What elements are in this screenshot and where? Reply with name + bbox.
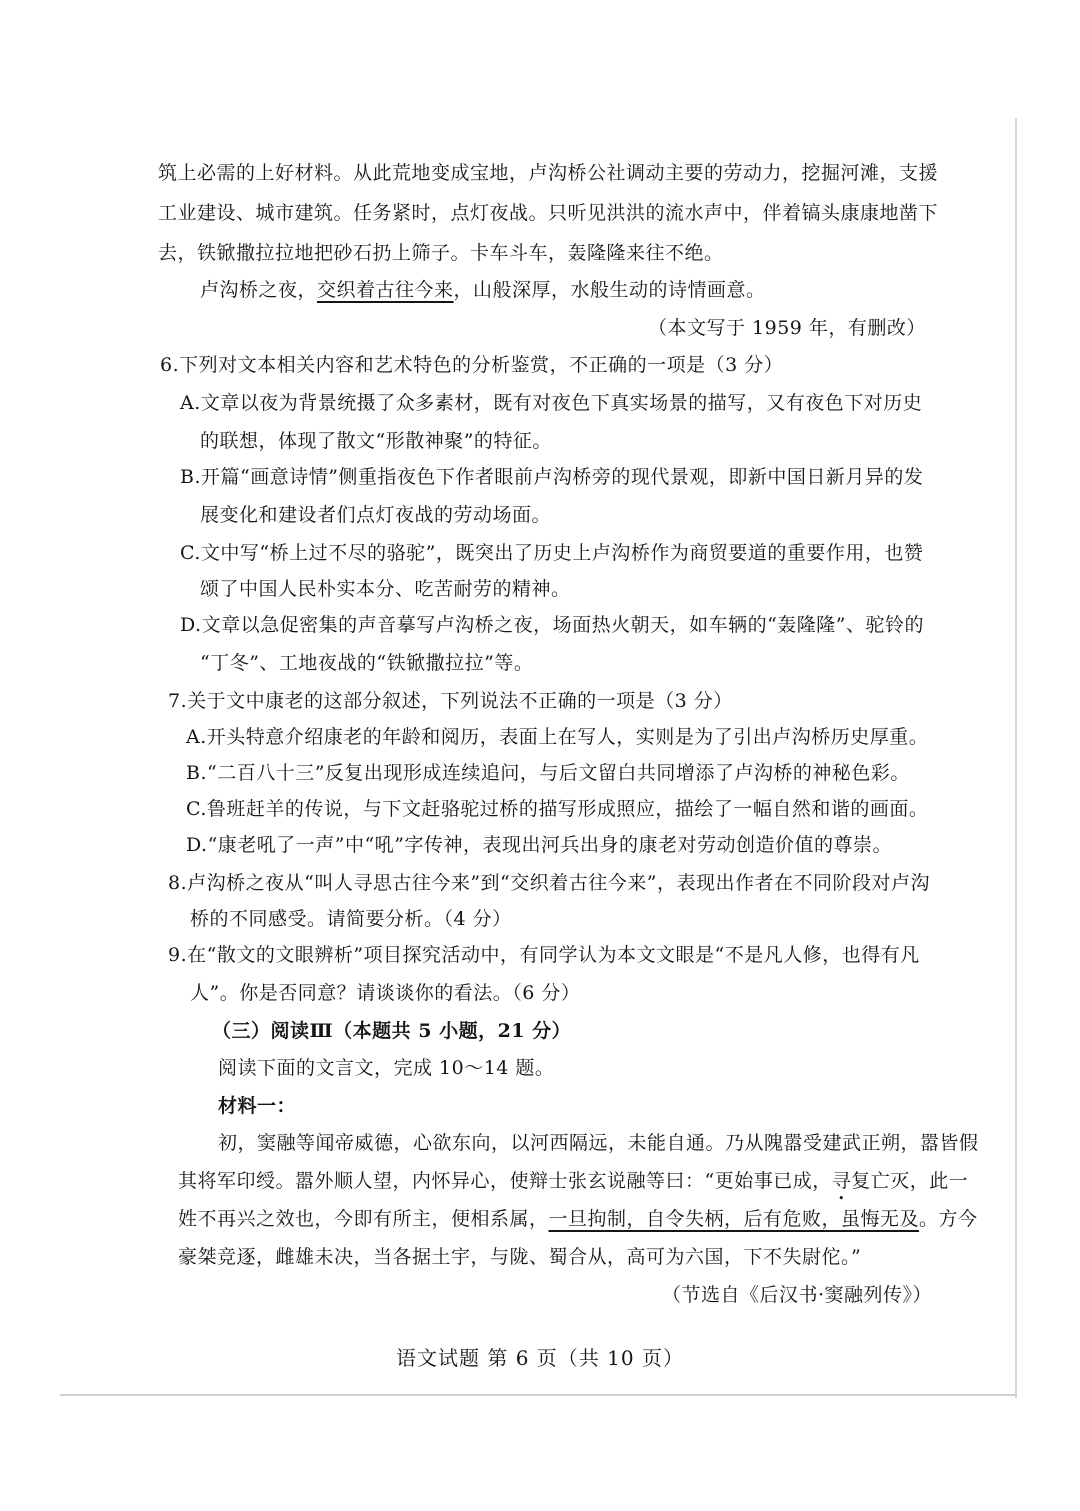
underlined-sentence: 一旦拘制，自令失柄，后有危败，虽悔无及 xyxy=(548,1208,920,1230)
q7-option-d: D.“康老吼了一声”中“吼”字传神，表现出河兵出身的康老对劳动创造价值的尊崇。 xyxy=(186,834,892,856)
material-label: 材料一： xyxy=(218,1095,297,1117)
classical-line-3 xyxy=(178,1206,978,1232)
q9-line-1: 9.在“散文的文眼辨析”项目探究活动中，有同学认为本文文眼是“不是凡人修，也得有凡 xyxy=(168,944,920,966)
q6-option-c-line-2: 颂了中国人民朴实本分、吃苦耐劳的精神。 xyxy=(200,578,571,600)
classical-line-2-rest: 复亡灭，此一 xyxy=(851,1170,969,1192)
classical-line-4: 豪桀竞逐，雌雄未决，当各据土宇，与陇、蜀合从，高可为六国，下不失尉佗。” xyxy=(178,1246,862,1268)
q6-option-b-line-1: B.开篇“画意诗情”侧重指夜色下作者眼前卢沟桥旁的现代景观，即新中国日新月异的发 xyxy=(180,466,924,488)
classical-line-3-a: 姓不再兴之效也，今即有所主，便相系属， xyxy=(178,1208,549,1230)
closing-text-a: 卢沟桥之夜， xyxy=(200,279,318,301)
q6-stem: 6.下列对文本相关内容和艺术特色的分析鉴赏，不正确的一项是（3 分） xyxy=(160,354,784,376)
page-edge xyxy=(1015,118,1017,1398)
q6-option-c-line-1: C.文中写“桥上过不尽的骆驼”，既突出了历史上卢沟桥作为商贸要道的重要作用，也赞 xyxy=(180,542,924,564)
passage-line-1: 筑上必需的上好材料。从此荒地变成宝地，卢沟桥公社调动主要的劳动力，挖掘河滩，支援 xyxy=(158,162,939,184)
classical-line-1: 初，窦融等闻帝威德，心欲东向，以河西隔远，未能自通。乃从隗嚣受建武正朔，嚣皆假 xyxy=(218,1132,979,1154)
q6-option-b-line-2: 展变化和建设者们点灯夜战的劳动场面。 xyxy=(200,504,552,526)
q7-option-b: B.“二百八十三”反复出现形成连续追问，与后文留白共同增添了卢沟桥的神秘色彩。 xyxy=(186,762,910,784)
q7-option-c: C.鲁班赶羊的传说，与下文赶骆驼过桥的描写形成照应，描绘了一幅自然和谐的画面。 xyxy=(186,798,929,820)
q6-option-d-line-2: “丁冬”、工地夜战的“铁锨撒拉拉”等。 xyxy=(200,652,534,674)
passage-line-3: 去，铁锨撒拉拉地把砂石扔上筛子。卡车斗车，轰隆隆来往不绝。 xyxy=(158,242,724,264)
underlined-phrase: 交织着古往今来 xyxy=(317,279,454,301)
q8-line-2: 桥的不同感受。请简要分析。（4 分） xyxy=(190,908,512,930)
classical-line-2-part: 其将军印绶。嚣外顺人望，内怀异心，使辩士张玄说融等曰：“更始事已成， xyxy=(178,1170,832,1192)
section-instruction: 阅读下面的文言文，完成 10～14 题。 xyxy=(218,1057,555,1079)
passage-closing-line xyxy=(200,277,766,303)
page-bottom-edge xyxy=(60,1394,1017,1396)
source-citation: （节选自《后汉书·窦融列传》） xyxy=(662,1284,933,1306)
q6-option-a-line-1: A.文章以夜为背景统摄了众多素材，既有对夜色下真实场景的描写，又有夜色下对历史 xyxy=(180,392,923,414)
closing-text-b: ，山般深厚，水般生动的诗情画意。 xyxy=(453,279,766,301)
q7-option-a: A.开头特意介绍康老的年龄和阅历，表面上在写人，实则是为了引出卢沟桥历史厚重。 xyxy=(186,726,929,748)
section-heading: （三）阅读Ⅲ（本题共 5 小题，21 分） xyxy=(212,1020,572,1042)
q9-line-2: 人”。你是否同意？请谈谈你的看法。（6 分） xyxy=(190,982,581,1004)
q6-option-d-line-1: D.文章以急促密集的声音摹写卢沟桥之夜，场面热火朝天，如车辆的“轰隆隆”、驼铃的 xyxy=(180,614,925,636)
passage-note: （本文写于 1959 年，有删改） xyxy=(648,317,926,339)
emphasis-dot-char: 寻 xyxy=(831,1170,852,1192)
q7-stem: 7.关于文中康老的这部分叙述，下列说法不正确的一项是（3 分） xyxy=(168,690,733,712)
page-footer: 语文试题 第 6 页（共 10 页） xyxy=(396,1346,684,1370)
q6-option-a-line-2: 的联想，体现了散文“形散神聚”的特征。 xyxy=(200,430,552,452)
classical-line-3-b: 。方今 xyxy=(919,1208,978,1230)
classical-line-2 xyxy=(178,1168,968,1194)
passage-line-2: 工业建设、城市建筑。任务紧时，点灯夜战。只听见洪洪的流水声中，伴着镐头康康地凿下 xyxy=(158,202,939,224)
q8-line-1: 8.卢沟桥之夜从“叫人寻思古往今来”到“交织着古往今来”，表现出作者在不同阶段对卢沟 xyxy=(168,872,930,894)
